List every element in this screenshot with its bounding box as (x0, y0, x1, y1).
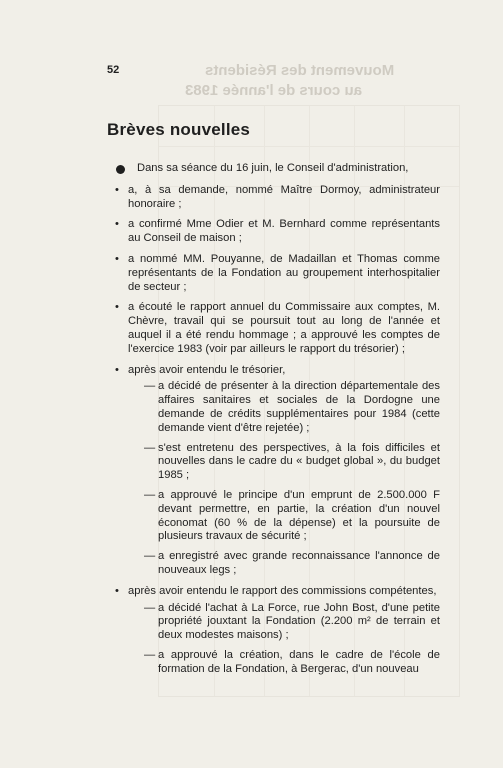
dash-item (128, 649, 440, 677)
list-item-text: a, à sa demande, nommé Maître Dormoy, administrateur honoraire ; (128, 183, 440, 210)
dash-item (128, 380, 440, 435)
bullet-icon: • (115, 301, 119, 314)
dash-item-text: a décidé l'achat à La Force, rue John Bost, d'une petite propriété jouxtant la Fondation (2.200 m² de terrain et deux modestes maisons) ; (158, 601, 440, 642)
bullet-icon: • (115, 584, 119, 597)
dash-item-text: a décidé de présenter à la direction départementale des affaires sanitaires et sociales de la Dordogne une demande de crédits supplémentaires pour 1984 (cette demande vient d'être rejetée) ; (158, 380, 440, 434)
treasurer-section (113, 364, 440, 578)
section-intro: après avoir entendu le rapport des commissions compétentes, (128, 584, 437, 597)
dash-icon: — (144, 441, 156, 454)
dash-list (128, 380, 440, 577)
list-item-text: a nommé MM. Pouyanne, de Madaillan et Thomas comme représentants de la Fondation au groupement interhospitalier de secteur ; (128, 252, 440, 293)
dash-item (128, 442, 440, 483)
dash-list (128, 602, 440, 677)
dash-item (128, 602, 440, 643)
list-item-text: a confirmé Mme Odier et M. Bernhard comme représentants au Conseil de maison ; (128, 218, 440, 245)
dash-item-text: s'est entretenu des perspectives, à la fois difficiles et nouvelles dans le cadre du « budget global », du budget 1985 ; (158, 441, 440, 482)
dash-item (128, 489, 440, 544)
dash-item-text: a enregistré avec grande reconnaissance l'annonce de nouveaux legs ; (158, 550, 440, 576)
dash-icon: — (144, 488, 156, 501)
bullet-icon: • (115, 252, 119, 265)
filled-circle-bullet-icon (116, 165, 125, 174)
list-item (113, 301, 440, 356)
bullet-icon: • (115, 183, 119, 196)
show-through-title: Mouvement des Résidents (205, 62, 395, 79)
bullet-icon: • (115, 363, 119, 376)
dash-icon: — (144, 380, 156, 393)
page-heading: Brèves nouvelles (107, 120, 251, 139)
show-through-subtitle: au cours de l'année 1983 (185, 82, 362, 99)
section-intro: après avoir entendu le trésorier, (128, 363, 286, 376)
dash-item-text: a approuvé le principe d'un emprunt de 2.500.000 F devant permettre, en partie, la création d'un nouvel économat (60 % de la dépense) et la poursuite de plusieurs travaux de sécurité ; (158, 488, 440, 543)
page-number: 52 (107, 64, 120, 76)
commissions-section (113, 585, 440, 677)
dash-icon: — (144, 601, 156, 614)
list-item-text: a écouté le rapport annuel du Commissaire aux comptes, M. Chèvre, travail qui se poursuit tout au long de l'année et auquel il a été rendu hommage ; a approuvé les comptes de l'exercice 1983 (voir par ailleurs le rapport du trésorier) ; (128, 301, 440, 355)
dash-item (128, 550, 440, 578)
dash-item-text: a approuvé la création, dans le cadre de l'école de formation de la Fondation, à Bergerac, d'un nouveau (158, 648, 440, 675)
dash-icon: — (144, 648, 156, 661)
list-item (113, 253, 440, 294)
article-body (113, 162, 440, 684)
bullet-icon: • (115, 218, 119, 231)
dash-icon: — (144, 550, 156, 563)
lead-text: Dans sa séance du 16 juin, le Conseil d'administration, (137, 162, 409, 174)
lead-paragraph (113, 162, 440, 176)
list-item (113, 218, 440, 246)
list-item (113, 184, 440, 212)
